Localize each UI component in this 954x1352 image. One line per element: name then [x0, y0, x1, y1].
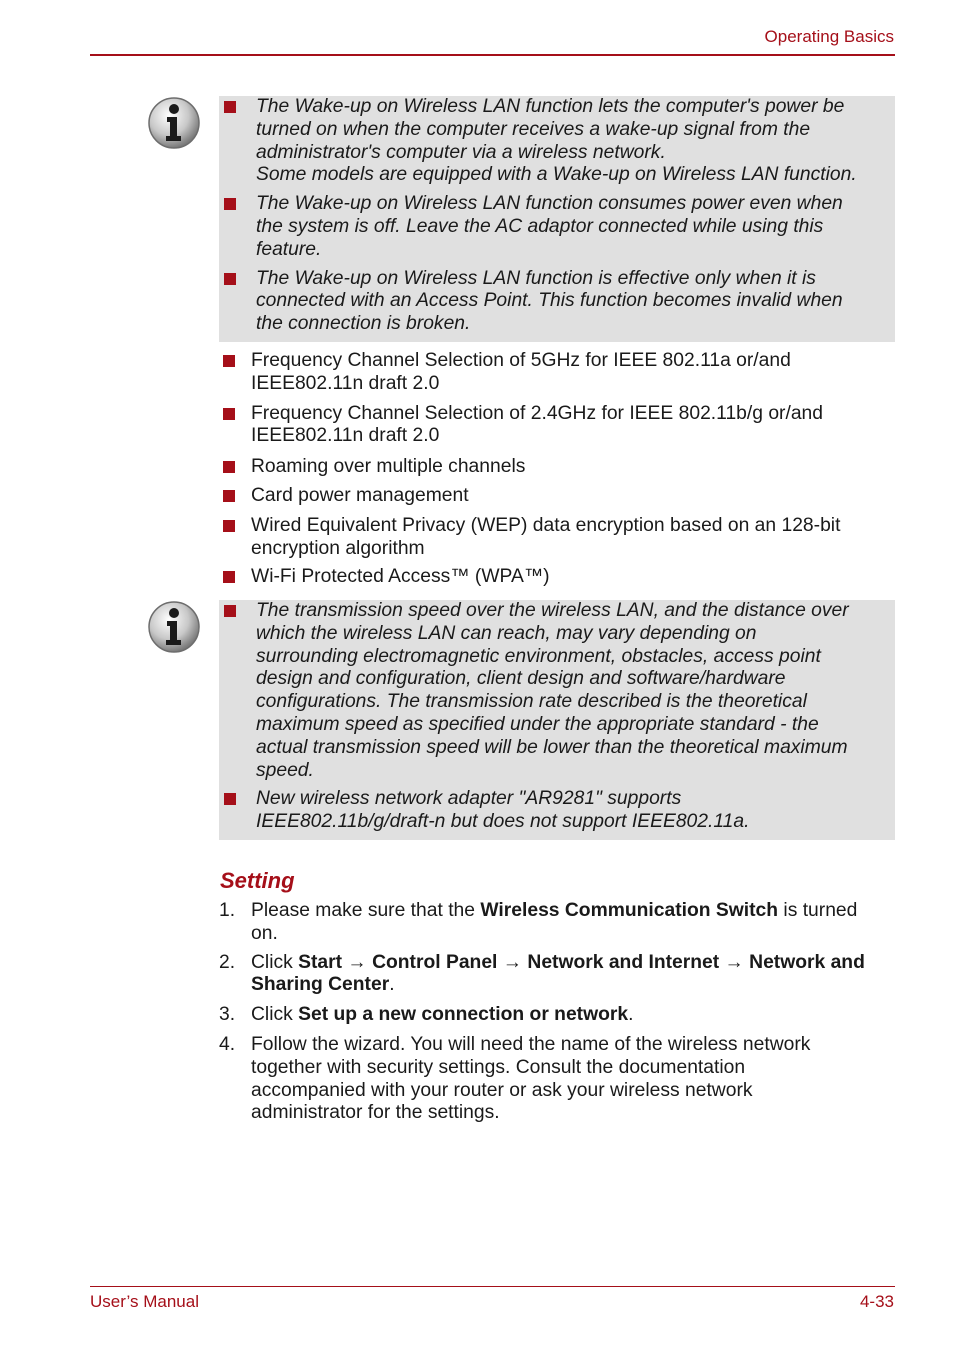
note-text: The Wake-up on Wireless LAN function is effective only when it is [256, 267, 816, 289]
list-item-text: IEEE802.11n draft 2.0 [251, 372, 440, 394]
footer-manual-title: User’s Manual [90, 1292, 199, 1311]
info-icon [147, 96, 201, 150]
list-item-text: Roaming over multiple channels [251, 456, 526, 478]
footer-rule [90, 1286, 895, 1287]
setting-steps [219, 900, 895, 1125]
bullet-icon [224, 198, 236, 210]
info-icon [147, 600, 201, 654]
list-item [219, 456, 895, 479]
list-item-text: Frequency Channel Selection of 5GHz for IEEE 802.11a or/and [251, 350, 791, 371]
step-item [219, 1004, 895, 1027]
step-text: Click [251, 1004, 299, 1026]
note-item [219, 268, 891, 336]
list-item-text: encryption algorithm [251, 537, 425, 559]
note-text: IEEE802.11b/g/draft-n but does not support IEEE802.11a. [256, 811, 750, 833]
step-text: Follow the wizard. You will need the name of the wireless network [251, 1033, 811, 1055]
step-number: 3. [219, 1004, 236, 1026]
note-text: speed. [256, 759, 314, 781]
list-item [219, 403, 895, 449]
note-item [219, 600, 891, 782]
list-item [219, 515, 895, 561]
list-item [219, 350, 895, 396]
bullet-icon [223, 571, 235, 583]
note-text: design and configuration, client design and software/hardware [256, 668, 786, 690]
note-text: the connection is broken. [256, 313, 471, 335]
step-number: 4. [219, 1033, 236, 1055]
step-ui-term: Set up a new connection or network [298, 1004, 629, 1026]
step-ui-term: Wireless Communication Switch [480, 900, 779, 921]
bullet-icon [224, 793, 236, 805]
list-item [219, 566, 895, 589]
note-item [219, 788, 891, 834]
note-text: surrounding electromagnetic environment, obstacles, access point [256, 645, 821, 667]
note-text: configurations. The transmission rate described is the theoretical [256, 691, 807, 713]
bullet-icon [223, 490, 235, 502]
list-item [219, 485, 895, 508]
step-text: accompanied with your router or ask your wireless network [251, 1079, 753, 1101]
step-item [219, 900, 895, 946]
note-text: Some models are equipped with a Wake-up on Wireless LAN function. [256, 164, 857, 186]
bullet-icon [223, 408, 235, 420]
note-text: New wireless network adapter "AR9281" supports [256, 788, 682, 810]
step-text: administrator for the settings. [251, 1102, 500, 1124]
list-item-text: IEEE802.11n draft 2.0 [251, 425, 440, 447]
step-text: . [389, 974, 395, 996]
note-text: The Wake-up on Wireless LAN function lets the computer's power be [256, 96, 845, 117]
list-item-text: Wired Equivalent Privacy (WEP) data encryption based on an 128-bit [251, 514, 841, 536]
note-text: actual transmission speed will be lower than the theoretical maximum [256, 736, 848, 758]
note-box-wake-on-lan [219, 96, 895, 342]
list-item-text: Card power management [251, 484, 469, 506]
page-number: 4-33 [859, 1292, 894, 1311]
step-text: is turned [778, 900, 858, 921]
note-item [219, 193, 891, 261]
note-text: administrator's computer via a wireless network. [256, 141, 666, 163]
list-item-text: Frequency Channel Selection of 2.4GHz for IEEE 802.11b/g or/and [251, 402, 823, 424]
step-number: 1. [219, 900, 236, 921]
bullet-icon [224, 605, 236, 617]
note-text: the system is off. Leave the AC adaptor connected while using this [256, 215, 824, 237]
step-text: . [628, 1004, 634, 1026]
header-rule [90, 54, 895, 56]
note-text: feature. [256, 238, 322, 260]
section-heading-setting: Setting [220, 868, 295, 893]
bullet-icon [224, 101, 236, 113]
step-ui-term: Start → Control Panel → Network and Internet → Network and [298, 951, 865, 973]
note-text: connected with an Access Point. This function becomes invalid when [256, 290, 843, 312]
running-header: Operating Basics [764, 27, 894, 46]
note-text: The transmission speed over the wireless LAN, and the distance over [256, 600, 849, 621]
step-item [219, 952, 895, 998]
note-item [219, 96, 891, 187]
note-text: The Wake-up on Wireless LAN function consumes power even when [256, 193, 843, 215]
step-item [219, 1034, 895, 1125]
note-text: turned on when the computer receives a wake-up signal from the [256, 118, 811, 140]
list-item-text: Wi-Fi Protected Access™ (WPA™) [251, 566, 550, 588]
bullet-icon [223, 461, 235, 473]
note-text: maximum speed as specified under the appropriate standard - the [256, 713, 819, 735]
bullet-icon [223, 520, 235, 532]
step-text: Click [251, 951, 299, 973]
step-text: on. [251, 922, 278, 944]
step-text: together with security settings. Consult the documentation [251, 1056, 746, 1078]
step-number: 2. [219, 951, 236, 973]
step-text: Please make sure that the [251, 900, 481, 921]
note-text: which the wireless LAN can reach, may vary depending on [256, 622, 757, 644]
feature-list [219, 350, 895, 589]
note-box-transmission-speed [219, 600, 895, 840]
bullet-icon [223, 355, 235, 367]
bullet-icon [224, 273, 236, 285]
step-ui-term: Sharing Center [251, 974, 390, 996]
